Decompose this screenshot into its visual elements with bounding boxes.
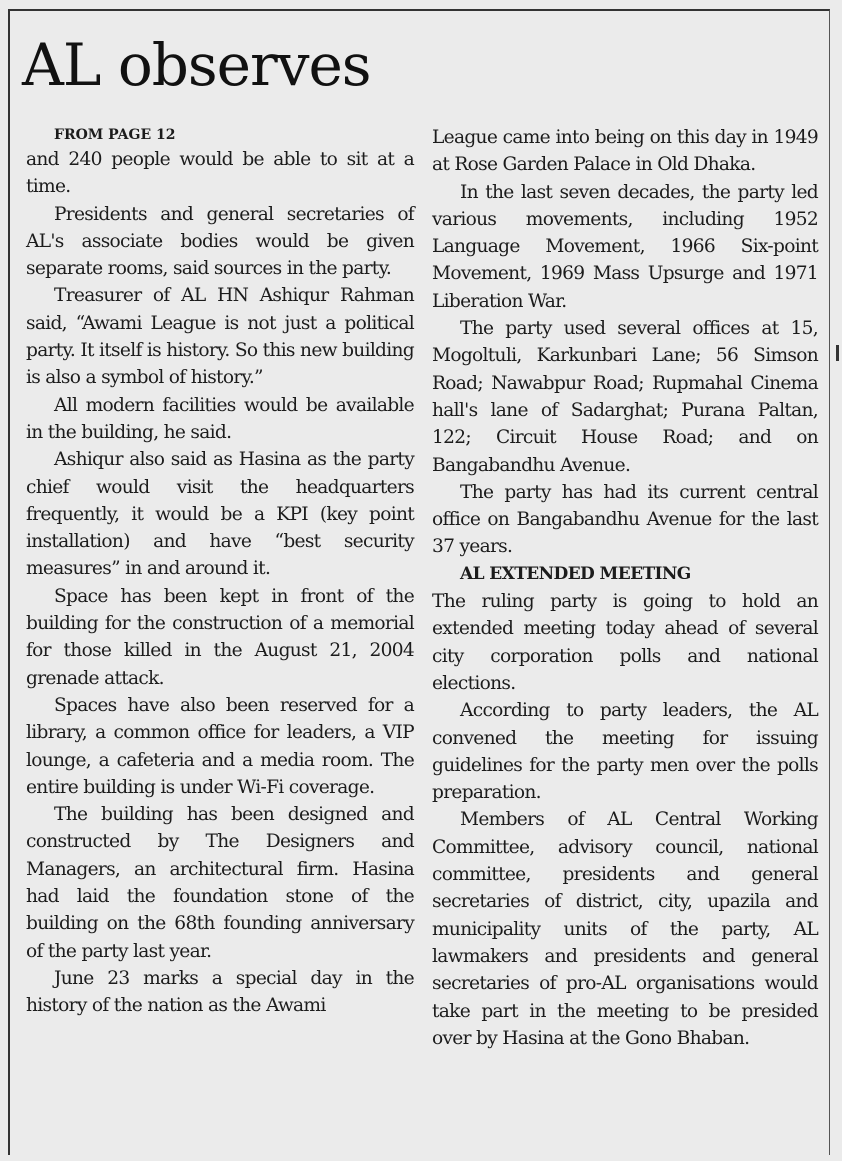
paragraph: The party has had its current central office on Bangabandhu Avenue for the last 37 years. <box>432 481 818 558</box>
section-subhead: AL EXTENDED MEETING <box>460 563 691 584</box>
right-column <box>432 124 818 1052</box>
paragraph: Space has been kept in front of the building for the construction of a memorial for those killed in the August 21, 2004 grenade attack. <box>26 585 414 689</box>
paragraph: In the last seven decades, the party led various movements, including 1952 Language Movement, 1966 Six-point Movement, 1969 Mass Upsurge and 1971 Liberation War. <box>432 181 818 312</box>
paragraph: The building has been designed and constructed by The Designers and Managers, an architectural firm. Hasina had laid the foundation stone of the building on the 68th founding anniversary of the party last year. <box>26 804 414 962</box>
paragraph: League came into being on this day in 1949 at Rose Garden Palace in Old Dhaka. <box>432 127 818 176</box>
page-edge-mark <box>836 345 839 361</box>
paragraph: All modern facilities would be available in the building, he said. <box>26 394 414 443</box>
paragraph: The party used several offices at 15, Mogoltuli, Karkunbari Lane; 56 Simson Road; Nawabpur Road; Rupmahal Cinema hall's lane of Sadarghat; Purana Paltan, 122; Circuit House Road; and on Bangabandhu Avenue. <box>432 318 818 476</box>
paragraph: Treasurer of AL HN Ashiqur Rahman said, “Awami League is not just a political party. It itself is history. So this new building is also a symbol of history.” <box>26 285 414 389</box>
paragraph: and 240 people would be able to sit at a time. <box>26 149 414 198</box>
paragraph: Spaces have also been reserved for a library, a common office for leaders, a VIP lounge, a cafeteria and a media room. The entire building is under Wi-Fi coverage. <box>26 694 414 798</box>
left-column <box>26 124 414 1020</box>
paragraph: Presidents and general secretaries of AL's associate bodies would be given separate rooms, said sources in the party. <box>26 203 414 280</box>
headline: AL observes <box>22 31 371 99</box>
paragraph: The ruling party is going to hold an extended meeting today ahead of several city corporation polls and national elections. <box>432 591 818 694</box>
paragraph: According to party leaders, the AL convened the meeting for issuing guidelines for the party men over the polls preparation. <box>432 700 818 804</box>
paragraph: Ashiqur also said as Hasina as the party chief would visit the headquarters frequently, it would be a KPI (key point installation) and have “best security measures” in and around it. <box>26 449 414 580</box>
paragraph: Members of AL Central Working Committee, advisory council, national committee, presidents and general secretaries of district, city, upazila and municipality units of the party, AL lawmakers and presidents and general secretaries of pro-AL organisations would take part in the meeting to be presided over by Hasina at the Gono Bhaban. <box>432 809 818 1049</box>
jump-label: FROM PAGE 12 <box>54 127 176 143</box>
paragraph: June 23 marks a special day in the history of the nation as the Awami <box>26 967 414 1017</box>
